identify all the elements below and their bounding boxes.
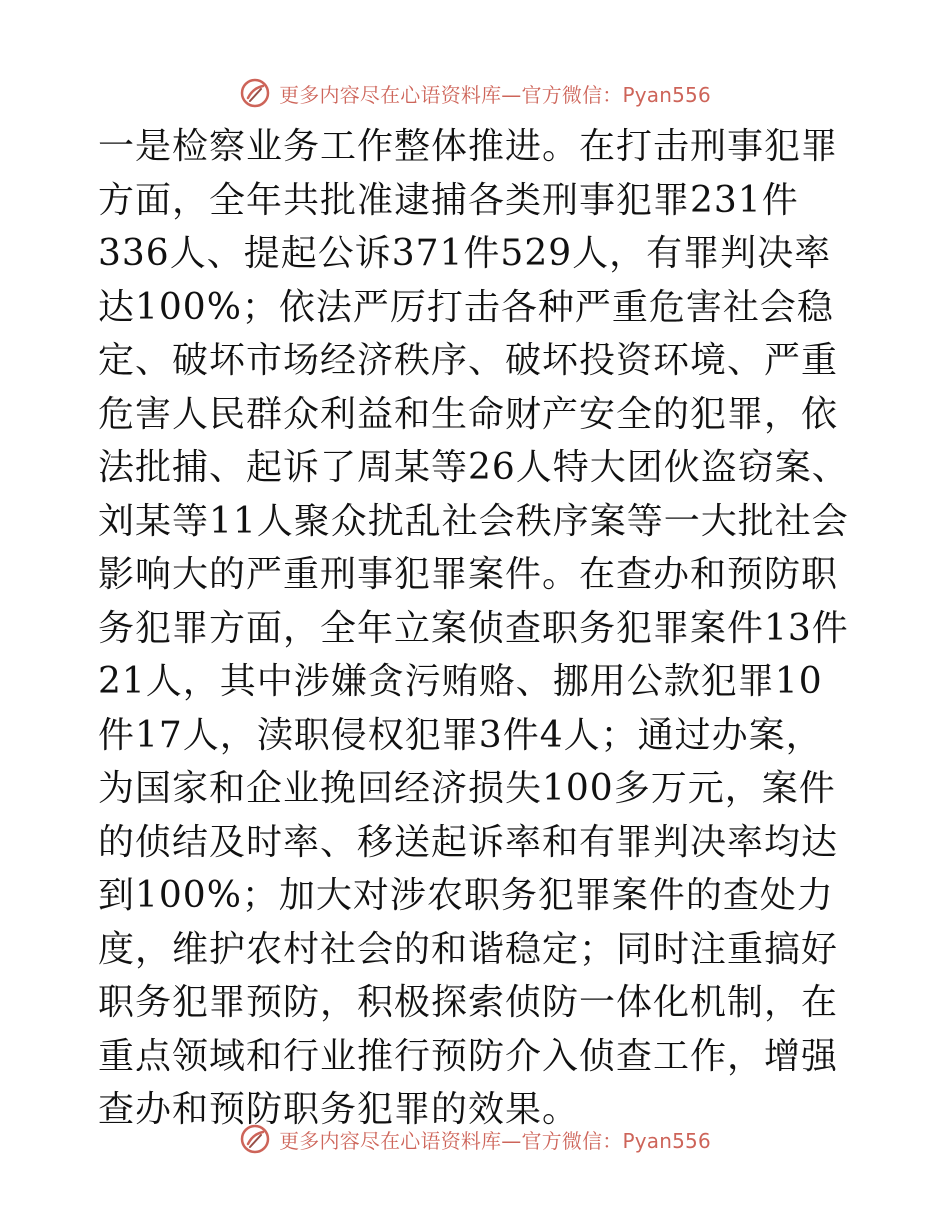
- watermark-separator: —: [501, 82, 522, 107]
- watermark-channel: 官方微信：: [521, 82, 623, 107]
- document-body: [98, 120, 858, 1130]
- watermark-separator: —: [501, 1128, 522, 1153]
- watermark-text: [279, 1125, 711, 1154]
- footer-watermark: [0, 1119, 950, 1159]
- watermark-brand: 更多内容尽在心语资料库: [279, 82, 502, 107]
- watermark-text: [279, 79, 711, 108]
- header-watermark: [0, 73, 950, 113]
- document-paragraph: 一是检察业务工作整体推进。在打击刑事犯罪方面，全年共批准逮捕各类刑事犯罪231件336人、提起公诉371件529人，有罪判决率达100%；依法严厉打击各种严重危害社会稳定、破坏市场经济秩序、破坏投资环境、严重危害人民群众利益和生命财产安全的犯罪，依法批捕、起诉了周某等26人特大团伙盗窃案、刘某等11人聚众扰乱社会秩序案等一大批社会影响大的严重刑事犯罪案件。在查办和预防职务犯罪方面，全年立案侦查职务犯罪案件13件21人，其中涉嫌贪污贿赂、挪用公款犯罪10件17人，渎职侵权犯罪3件4人；通过办案，为国家和企业挽回经济损失100多万元，案件的侦结及时率、移送起诉率和有罪判决率均达到100%；加大对涉农职务犯罪案件的查处力度，维护农村社会的和谐稳定；同时注重搞好职务犯罪预防，积极探索侦防一体化机制，在重点领域和行业推行预防介入侦查工作，增强查办和预防职务犯罪的效果。: [98, 126, 849, 1130]
- brand-logo-icon: [239, 77, 271, 109]
- watermark-brand: 更多内容尽在心语资料库: [279, 1128, 502, 1153]
- watermark-handle: Pyan556: [622, 1128, 711, 1153]
- watermark-channel: 官方微信：: [521, 1128, 623, 1153]
- watermark-handle: Pyan556: [622, 82, 711, 107]
- brand-logo-icon: [239, 1123, 271, 1155]
